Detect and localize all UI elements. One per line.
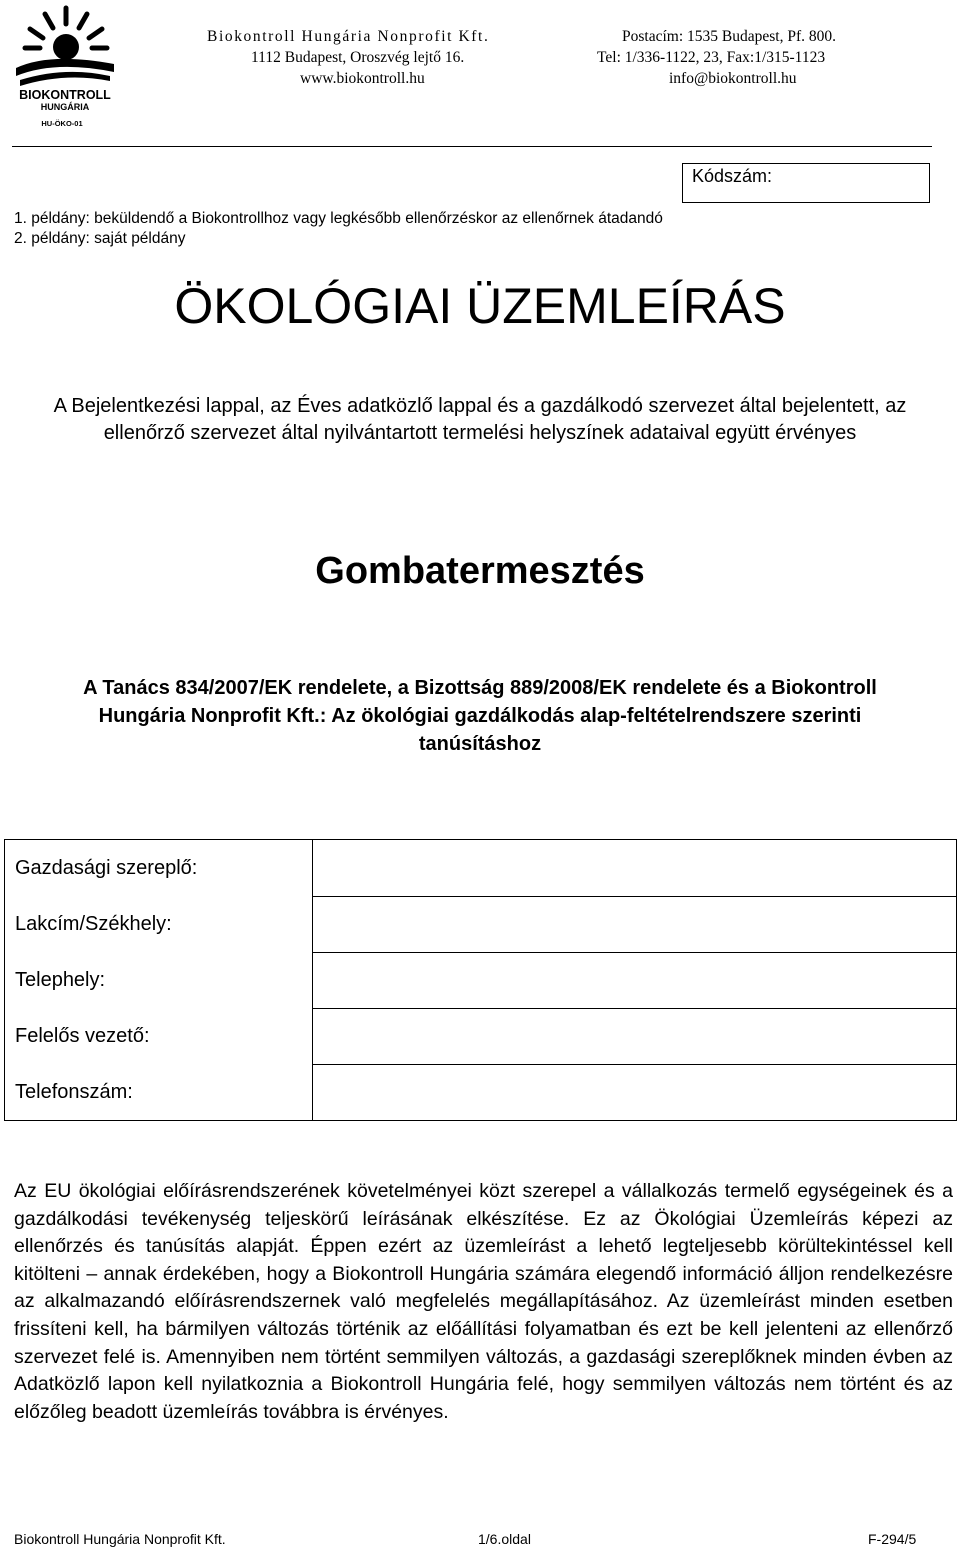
site-field[interactable] [313, 953, 957, 1009]
header-address: 1112 Budapest, Oroszvég lejtő 16. [251, 49, 465, 66]
table-row [5, 840, 957, 897]
footer-form-code: F-294/5 [868, 1531, 917, 1547]
operator-info-table [4, 839, 957, 1121]
manager-field[interactable] [313, 1009, 957, 1065]
footer-company: Biokontroll Hungária Nonprofit Kft. [14, 1531, 226, 1547]
code-number-box[interactable] [682, 163, 930, 203]
intro-text: A Bejelentkezési lappal, az Éves adatközlő lappal és a gazdálkodó szervezet által bejelentett, az ellenőrző szervezet által nyilvántartott termelési helyszínek adataival együtt érvényes [53, 395, 907, 444]
code-number-label: Kódszám: [692, 166, 773, 186]
footer-page-number: 1/6.oldal [478, 1531, 531, 1547]
header-postal-address: Postacím: 1535 Budapest, Pf. 800. [622, 28, 836, 45]
header-email[interactable]: info@biokontroll.hu [669, 70, 797, 87]
table-row [5, 897, 957, 953]
address-label: Lakcím/Székhely: [5, 897, 313, 953]
regulation-reference [40, 674, 920, 758]
header-company-name: Biokontroll Hungária Nonprofit Kft. [207, 28, 490, 45]
header-website[interactable]: www.biokontroll.hu [300, 70, 425, 87]
sun-icon [25, 8, 107, 60]
operator-label: Gazdasági szereplő: [5, 840, 313, 897]
manager-label: Felelős vezető: [5, 1009, 313, 1065]
logo-country: HUNGÁRIA [40, 102, 90, 112]
header-divider [12, 146, 932, 147]
table-row [5, 953, 957, 1009]
copy-note-second: 2. példány: saját példány [14, 230, 186, 247]
site-label: Telephely: [5, 953, 313, 1009]
copy-note-first: 1. példány: beküldendő a Biokontrollhoz vagy legkésőbb ellenőrzéskor az ellenőrnek átadandó [14, 210, 663, 227]
document-title: ÖKOLÓGIAI ÜZEMLEÍRÁS [174, 278, 786, 334]
subject-title: Gombatermesztés [315, 550, 645, 592]
phone-label: Telefonszám: [5, 1065, 313, 1121]
phone-field[interactable] [313, 1065, 957, 1121]
header-phone-fax: Tel: 1/336-1122, 23, Fax:1/315-1123 [597, 49, 826, 66]
operator-field[interactable] [313, 840, 957, 897]
field-waves-icon [16, 59, 114, 86]
table-row [5, 1009, 957, 1065]
biokontroll-logo [10, 2, 120, 130]
regulation-text: A Tanács 834/2007/EK rendelete, a Bizottság 889/2008/EK rendelete és a Biokontroll Hungária Nonprofit Kft.: Az ökológiai gazdálkodás alap-feltételrendszere szerinti tanúsításhoz [83, 677, 877, 755]
address-field[interactable] [313, 897, 957, 953]
logo-code: HU-ÖKO-01 [41, 119, 83, 128]
body-paragraph: Az EU ökológiai előírásrendszerének követelményei közt szerepel a vállalkozás termelő egységeinek és a gazdálkodási tevékenység teljeskörű leírásának elkészítése. Ez az Ökológiai Üzemleírás képezi az ellenőrzés és tanúsítás alapját. Éppen ezért az üzemleírást a lehető legteljesebb körültekintéssel kell kitölteni – annak érdekében, hogy a Biokontroll Hungária számára elegendő információ álljon rendelkezésre az alkalmazandó előírásrendszernek való megfelelés megállapításához. Az üzemleírást minden esetben frissíteni kell, ha bármilyen változás történik az előállítási folyamatban és ezt be kell jelenteni az ellenőrző szervezet felé is. Amennyiben nem történt semmilyen változás, a gazdasági szereplőknek minden évben az Adatközlő lapon kell nyilatkoznia a Biokontroll Hungária felé, hogy semmilyen változás nem történt és az előzőleg beadott üzemleírás továbbra is érvényes. [14, 1180, 953, 1423]
logo-name: BIOKONTROLL [19, 88, 111, 102]
table-row [5, 1065, 957, 1121]
